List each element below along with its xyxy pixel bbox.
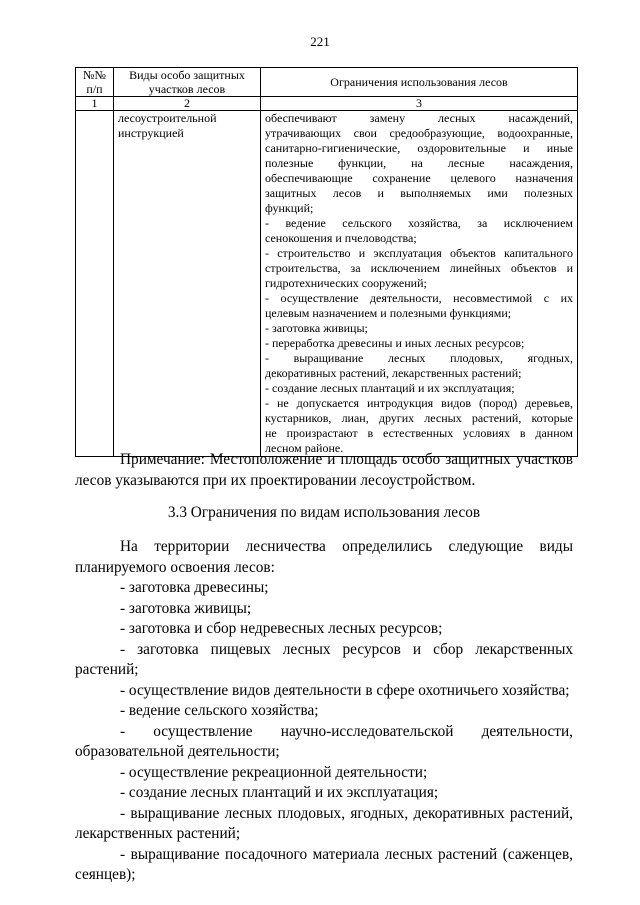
restriction-line: декоративных растений, лекарственных растений;: [265, 366, 522, 380]
restriction-line: - переработка древесины и иных лесных ресурсов;: [265, 336, 525, 350]
restriction-line: гидротехнических сооружений;: [265, 276, 427, 290]
header-area-type: Виды особо защитных участков лесов: [114, 68, 261, 97]
restriction-line: строительства, за исключением линейных объектов и: [265, 261, 573, 275]
restriction-line: не произрастают в естественных условиях в данном: [265, 426, 573, 440]
list-item: - осуществление видов деятельности в сфере охотничьего хозяйства;: [120, 681, 570, 699]
restriction-line: - создание лесных плантаций и их эксплуатация;: [265, 381, 515, 395]
list-item: - осуществление рекреационной деятельности;: [120, 763, 428, 781]
restrictions-table: [75, 67, 578, 457]
intro-line: На территории лесничества определились следующие виды: [120, 538, 573, 555]
restriction-line: - строительство и эксплуатация объектов капитального: [265, 246, 573, 260]
list-item: - заготовка пищевых лесных ресурсов и сбор лекарственных: [120, 640, 573, 658]
list-item: - заготовка и сбор недревесных лесных ресурсов;: [120, 620, 443, 637]
restriction-line: - не допускается интродукция видов (пород) деревьев,: [265, 396, 573, 410]
restriction-line: функций;: [265, 201, 314, 215]
list-item: - выращивание лесных плодовых, ягодных, декоративных растений,: [120, 804, 573, 822]
table-note: [75, 450, 573, 491]
header-number: №№ п/п: [76, 68, 114, 97]
row-area-type: лесоустроительной инструкцией: [114, 111, 261, 457]
restriction-line: - осуществление деятельности, несовместимой с их: [265, 291, 573, 305]
list-item-continuation: образовательной деятельности;: [75, 743, 280, 760]
column-number-2: 2: [114, 97, 261, 111]
section-heading: 3.3 Ограничения по видам использования лесов: [167, 504, 481, 521]
restriction-line: обеспечивают замену лесных насаждений,: [265, 111, 573, 125]
column-number-3: 3: [261, 97, 578, 111]
list-item: - заготовка древесины;: [120, 579, 269, 596]
restriction-line: санитарно-гигиенические, оздоровительные и иные: [265, 141, 573, 155]
header-restrictions: Ограничения использования лесов: [261, 68, 578, 97]
note-line: Примечание: Местоположение и площадь особо защитных участков: [120, 451, 573, 468]
list-item-continuation: растений;: [75, 661, 139, 678]
list-item: - выращивание посадочного материала лесных растений (саженцев,: [120, 845, 573, 863]
list-item: - осуществление научно-исследовательской деятельности,: [120, 722, 573, 740]
restriction-line: - заготовка живицы;: [265, 321, 368, 335]
restriction-line: - ведение сельского хозяйства, за исключением: [265, 216, 573, 230]
restriction-line: лесном районе.: [265, 441, 344, 455]
row-number: [76, 111, 114, 457]
restriction-line: защитных лесов и выполняемых ими полезных: [265, 186, 573, 200]
column-number-1: 1: [76, 97, 114, 111]
column-number-row: [76, 97, 578, 111]
restriction-line: сенокошения и пчеловодства;: [265, 231, 417, 245]
restriction-line: - выращивание лесных плодовых, ягодных,: [265, 351, 573, 365]
usage-types-list: [75, 537, 573, 886]
list-item: - создание лесных плантаций и их эксплуатация;: [120, 784, 439, 801]
restriction-line: целевым назначением и полезными функциями;: [265, 306, 512, 320]
table-row: [76, 111, 578, 457]
list-item-continuation: сеянцев);: [75, 866, 136, 883]
table-header-row: [76, 68, 578, 97]
list-item-continuation: лекарственных растений;: [75, 825, 241, 842]
restriction-line: полезные функции, на лесные насаждения,: [265, 156, 573, 170]
row-restrictions: [261, 111, 578, 457]
restriction-line: обеспечивающие сохранение целевого назначения: [265, 171, 573, 185]
restriction-line: утрачивающих свои средообразующие, водоохранные,: [265, 126, 573, 140]
page-number: 221: [310, 34, 330, 49]
list-item: - заготовка живицы;: [120, 599, 252, 617]
list-item: - ведение сельского хозяйства;: [120, 702, 319, 719]
note-line: лесов указываются при их проектировании лесоустройством.: [75, 471, 476, 489]
intro-line: планируемого освоения лесов:: [75, 558, 275, 576]
restriction-line: кустарников, лиан, других лесных растений, которые: [265, 411, 573, 425]
